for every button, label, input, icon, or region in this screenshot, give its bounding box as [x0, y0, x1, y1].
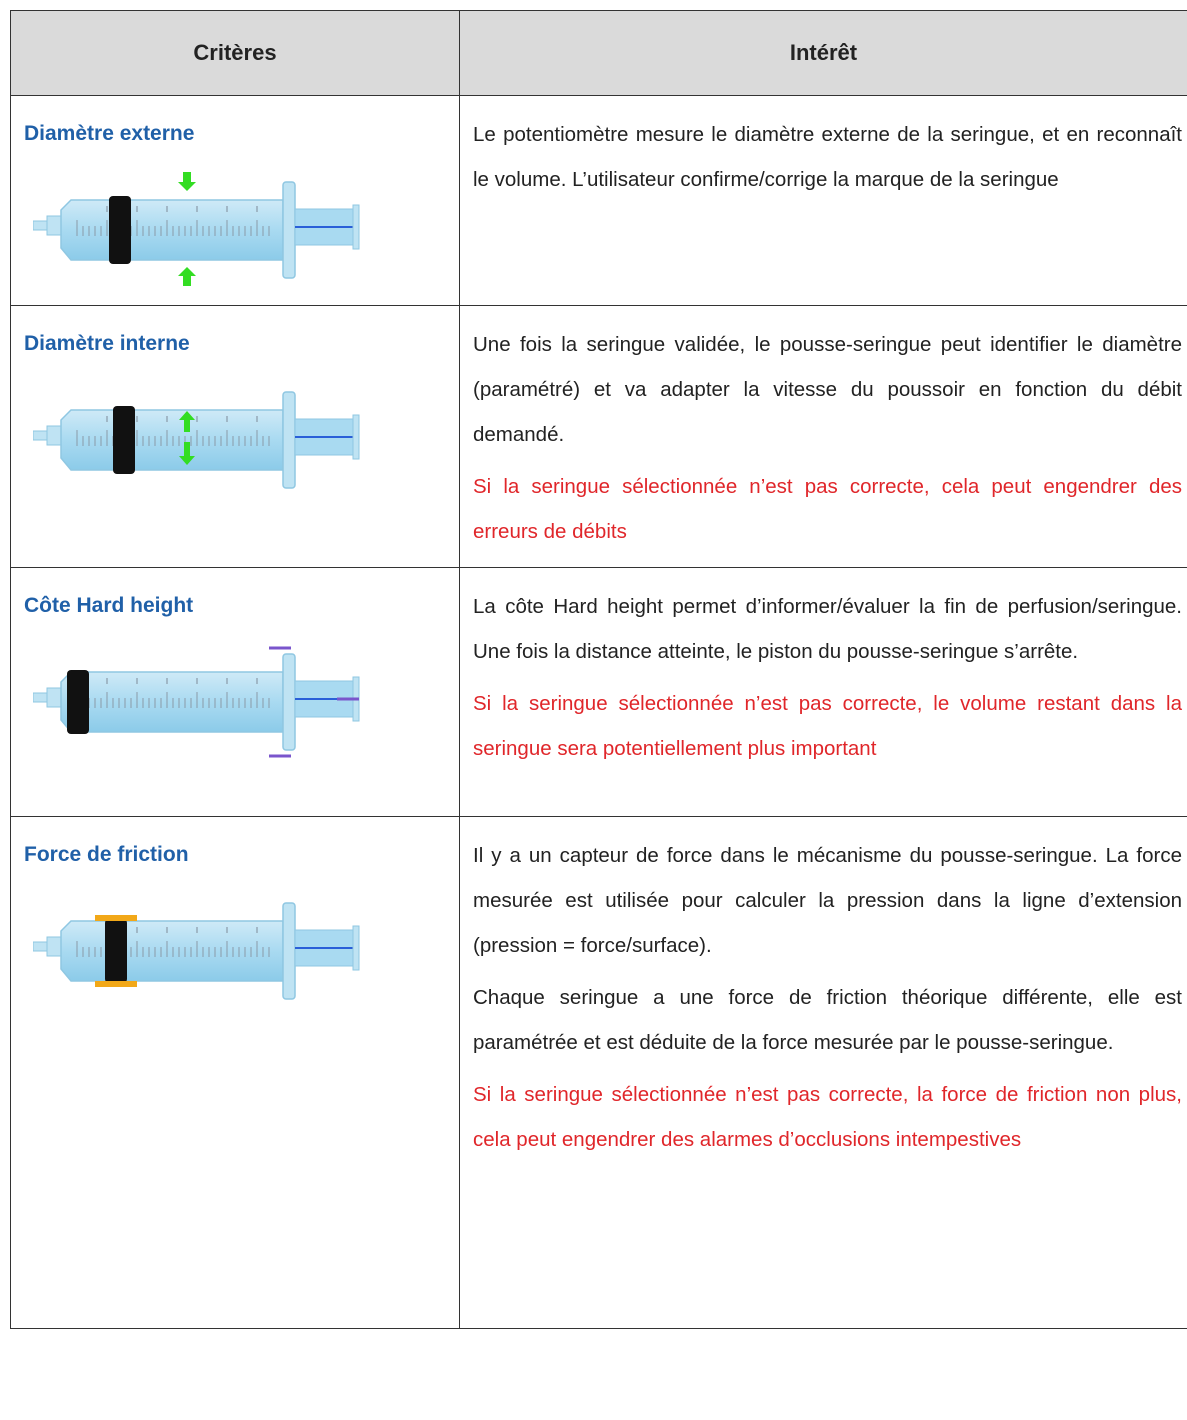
interest-paragraph: Chaque seringue a une force de friction théorique différente, elle est paramétrée et est déduite de la force mesurée par le pousse-seringue. — [473, 986, 1182, 1054]
table-row — [11, 96, 1187, 306]
criterion-title: Diamètre interne — [24, 332, 190, 355]
interest-paragraph: Une fois la seringue validée, le pousse-seringue peut identifier le diamètre (paramétré) et va adapter la vitesse du poussoir en fonction du débit demandé. — [473, 333, 1182, 446]
interest-paragraph: Il y a un capteur de force dans le mécanisme du pousse-seringue. La force mesurée est utilisée pour calculer la pression dans la ligne d’extension (pression = force/surface). — [473, 844, 1182, 957]
header-interest: Intérêt — [460, 11, 1187, 96]
criterion-cell — [11, 568, 460, 817]
criteria-table — [10, 10, 1187, 1329]
syringe-inner-diameter-icon — [33, 378, 373, 498]
table-row — [11, 306, 1187, 568]
warning-paragraph: Si la seringue sélectionnée n’est pas correcte, la force de friction non plus, cela peut engendrer des alarmes d’occlusions intempestives — [473, 1083, 1182, 1151]
table-row — [11, 817, 1187, 1329]
syringe-friction-icon — [33, 889, 373, 1009]
criterion-title: Force de friction — [24, 843, 189, 866]
table-header-row — [11, 11, 1187, 96]
criterion-title: Côte Hard height — [24, 594, 194, 617]
criterion-title: Diamètre externe — [24, 122, 195, 145]
table-row — [11, 568, 1187, 817]
syringe-outer-diameter-icon — [33, 168, 373, 288]
interest-cell — [460, 817, 1187, 1329]
interest-cell — [460, 306, 1187, 568]
interest-paragraph: La côte Hard height permet d’informer/évaluer la fin de perfusion/seringue. Une fois la distance atteinte, le piston du pousse-seringue s’arrête. — [473, 595, 1182, 663]
interest-cell — [460, 568, 1187, 817]
interest-cell — [460, 96, 1187, 306]
criterion-cell — [11, 96, 460, 306]
header-criteria: Critères — [11, 11, 460, 96]
criterion-cell — [11, 817, 460, 1329]
criterion-cell — [11, 306, 460, 568]
warning-paragraph: Si la seringue sélectionnée n’est pas correcte, le volume restant dans la seringue sera potentiellement plus important — [473, 692, 1182, 760]
interest-paragraph: Le potentiomètre mesure le diamètre externe de la seringue, et en reconnaît le volume. L’utilisateur confirme/corrige la marque de la seringue — [473, 123, 1182, 191]
syringe-hard-height-icon — [33, 640, 373, 760]
warning-paragraph: Si la seringue sélectionnée n’est pas correcte, cela peut engendrer des erreurs de débits — [473, 475, 1182, 543]
